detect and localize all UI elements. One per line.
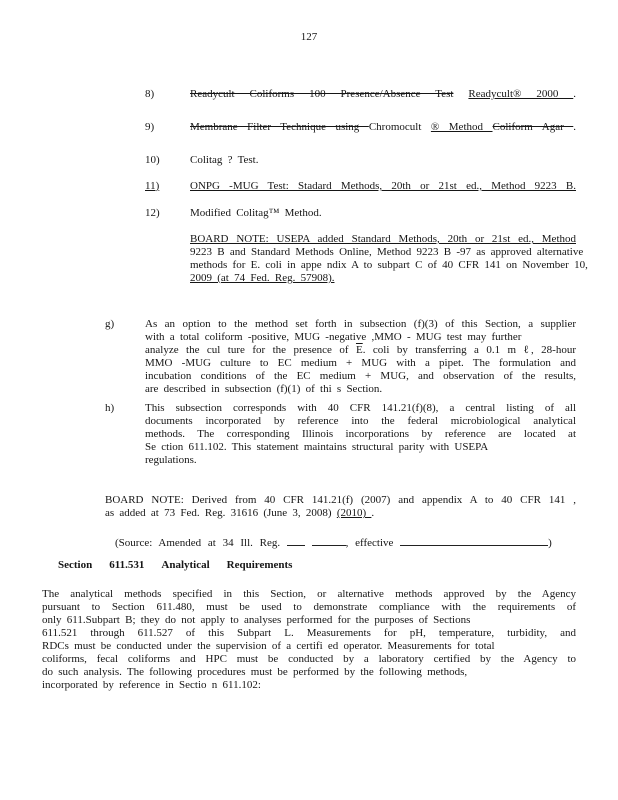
text-run: Readycult Coliforms 100 Presence/Absence Test [190, 88, 454, 100]
text-run: The analytical methods specified in this Section, or alternative methods approved by the Agency [42, 588, 576, 600]
text-run: incubation conditions of the EC medium + MUG, and observation of the results, [145, 370, 576, 382]
text-run: documents incorporated by reference into the federal microbiological analytical [145, 415, 576, 427]
text-line [190, 233, 576, 246]
block-text [190, 154, 576, 167]
text-line [145, 344, 576, 357]
text-run: 611.521 through 611.527 of this Subpart L. Measurements for pH, temperature, turbidity, and [42, 627, 576, 639]
text-run [305, 537, 312, 549]
text-line [145, 428, 576, 441]
text-line [145, 357, 576, 370]
text-run: Membrane Filter Technique using [190, 121, 369, 133]
text-run: are described in subsection (f)(1) of thi s Section. [145, 383, 383, 395]
board-note-1 [190, 233, 588, 285]
page-number: 127 [300, 31, 318, 43]
text-line [42, 601, 576, 614]
text-run: , effective [345, 537, 401, 549]
list-item-label: 9) [145, 121, 155, 133]
list-item-label: 8) [145, 88, 155, 100]
section-heading [58, 559, 576, 572]
text-line [115, 534, 576, 550]
block-text [42, 588, 576, 692]
block-text [190, 207, 576, 220]
text-line [42, 588, 576, 601]
text-line [42, 627, 576, 640]
text-run: coliforms, fecal coliforms and HPC must be conducted by a laboratory certified by the Agency to [42, 653, 576, 665]
text-line [145, 331, 576, 344]
list-item-label: h) [105, 402, 115, 414]
text-line [190, 246, 584, 259]
text-run: methods. The corresponding Illinois incorporations by reference are located at [145, 428, 576, 440]
text-run: Colitag ? Test. [190, 154, 259, 166]
text-run: ) [548, 537, 552, 549]
text-run: Readycult® 2000 [468, 88, 574, 100]
text-run: analyze the cul ture for the presence of [145, 344, 356, 356]
text-line [190, 272, 576, 285]
text-run: ® Method [430, 121, 493, 133]
text-run: . [573, 88, 577, 100]
text-line [145, 454, 576, 467]
text-run: This subsection corresponds with 40 CFR 141.21(f)(8), a central listing of all [145, 402, 576, 414]
block-text [190, 180, 576, 193]
text-line [145, 318, 576, 331]
text-line [105, 507, 576, 520]
list-item-9 [145, 121, 576, 134]
list-item-10 [145, 154, 576, 167]
text-line [42, 679, 576, 692]
block-text [190, 233, 588, 285]
block-text [145, 318, 576, 396]
text-run: only 611.Subpart B; they do not apply to analyses performed for the purposes of Sections [42, 614, 471, 626]
text-line [190, 121, 576, 134]
text-line [145, 402, 576, 415]
block-text [115, 534, 576, 550]
text-run: . [371, 507, 375, 519]
text-run: (Source: Amended at 34 Ill. Reg. [115, 537, 287, 549]
list-item-label: 10) [145, 154, 160, 166]
source-line [115, 534, 576, 550]
text-run: do such analysis. The following procedures must be performed by the following methods, [42, 666, 468, 678]
text-line [145, 415, 576, 428]
text-line [145, 383, 576, 396]
text-run: with a total coliform -positive, MUG -negative ,MMO - MUG test may further [145, 331, 522, 343]
block-text [145, 402, 576, 467]
list-item-label: 12) [145, 207, 160, 219]
text-run: RDCs must be conducted under the supervision of a certifi ed operator. Measurements for total [42, 640, 495, 652]
list-item-8 [145, 88, 576, 101]
text-line [42, 614, 576, 627]
text-run: . [573, 121, 577, 133]
text-run: incorporated by reference in Sectio n 611.102: [42, 679, 261, 691]
text-run: ONPG -MUG Test: Stadard Methods, 20th or 21st ed., Method 9223 B. [190, 180, 576, 192]
blank-field [312, 534, 346, 546]
text-line [190, 259, 588, 272]
text-line [190, 207, 576, 220]
text-run: BOARD NOTE: USEPA added Standard Methods, 20th or 21st ed., Method [190, 233, 576, 245]
text-run: 9223 B and Standard Methods Online, Method 9223 B -97 as approved alternative [190, 246, 584, 258]
subsection-h [105, 402, 576, 467]
list-item-label: 11) [145, 180, 160, 192]
text-run: As an option to the method set forth in subsection (f)(3) of this Section, a supplier [145, 318, 576, 330]
blank-field [400, 534, 548, 546]
text-run [453, 88, 468, 100]
text-line [105, 494, 576, 507]
text-run: (2010) [336, 507, 372, 519]
block-text [190, 88, 576, 101]
text-line [190, 88, 576, 101]
heading-part: Requirements [226, 559, 293, 571]
subsection-g [105, 318, 576, 396]
text-line [145, 441, 576, 454]
text-line [42, 666, 576, 679]
text-line [42, 653, 576, 666]
text-run: . coli by transferring a 0.1 m ℓ, 28-hour [362, 344, 577, 356]
intro-paragraph [42, 588, 576, 692]
block-text [190, 121, 576, 134]
heading-part: Analytical [161, 559, 210, 571]
text-run: regulations. [145, 454, 197, 466]
block-text [105, 494, 576, 520]
text-line [190, 154, 576, 167]
text-run: Chromocult [368, 121, 431, 133]
text-run: methods for E. coli in appe ndix A to subpart C of 40 CFR 141 on November 10, [190, 259, 588, 271]
text-line [145, 370, 576, 383]
text-run: Coliform Agar [492, 121, 574, 133]
board-note-2 [105, 494, 576, 520]
blank-field [287, 534, 305, 546]
text-run: as added at 73 Fed. Reg. 31616 (June 3, 2008) [105, 507, 337, 519]
text-run: $\overline{E}$ [355, 344, 363, 356]
text-run: BOARD NOTE: Derived from 40 CFR 141.21(f) (2007) and appendix A to 40 CFR 141 , [105, 494, 576, 506]
text-run: pursuant to Section 611.480, must be used to demonstrate compliance with the requirements of [42, 601, 576, 613]
list-item-11 [145, 180, 576, 193]
heading-part: 611.531 [109, 559, 145, 571]
list-item-12 [145, 207, 576, 220]
text-line [42, 640, 576, 653]
text-run: MMO -MUG culture to EC medium + MUG with a pipet. The formulation and [145, 357, 576, 369]
heading-part: Section [58, 559, 93, 571]
list-item-label: g) [105, 318, 115, 330]
text-run: Se ction 611.102. This statement maintains structural parity with USEPA [145, 441, 489, 453]
text-line [190, 180, 576, 193]
text-run: Modified Colitag™ Method. [190, 207, 322, 219]
text-run: 2009 (at 74 Fed. Reg. 57908). [190, 272, 335, 284]
